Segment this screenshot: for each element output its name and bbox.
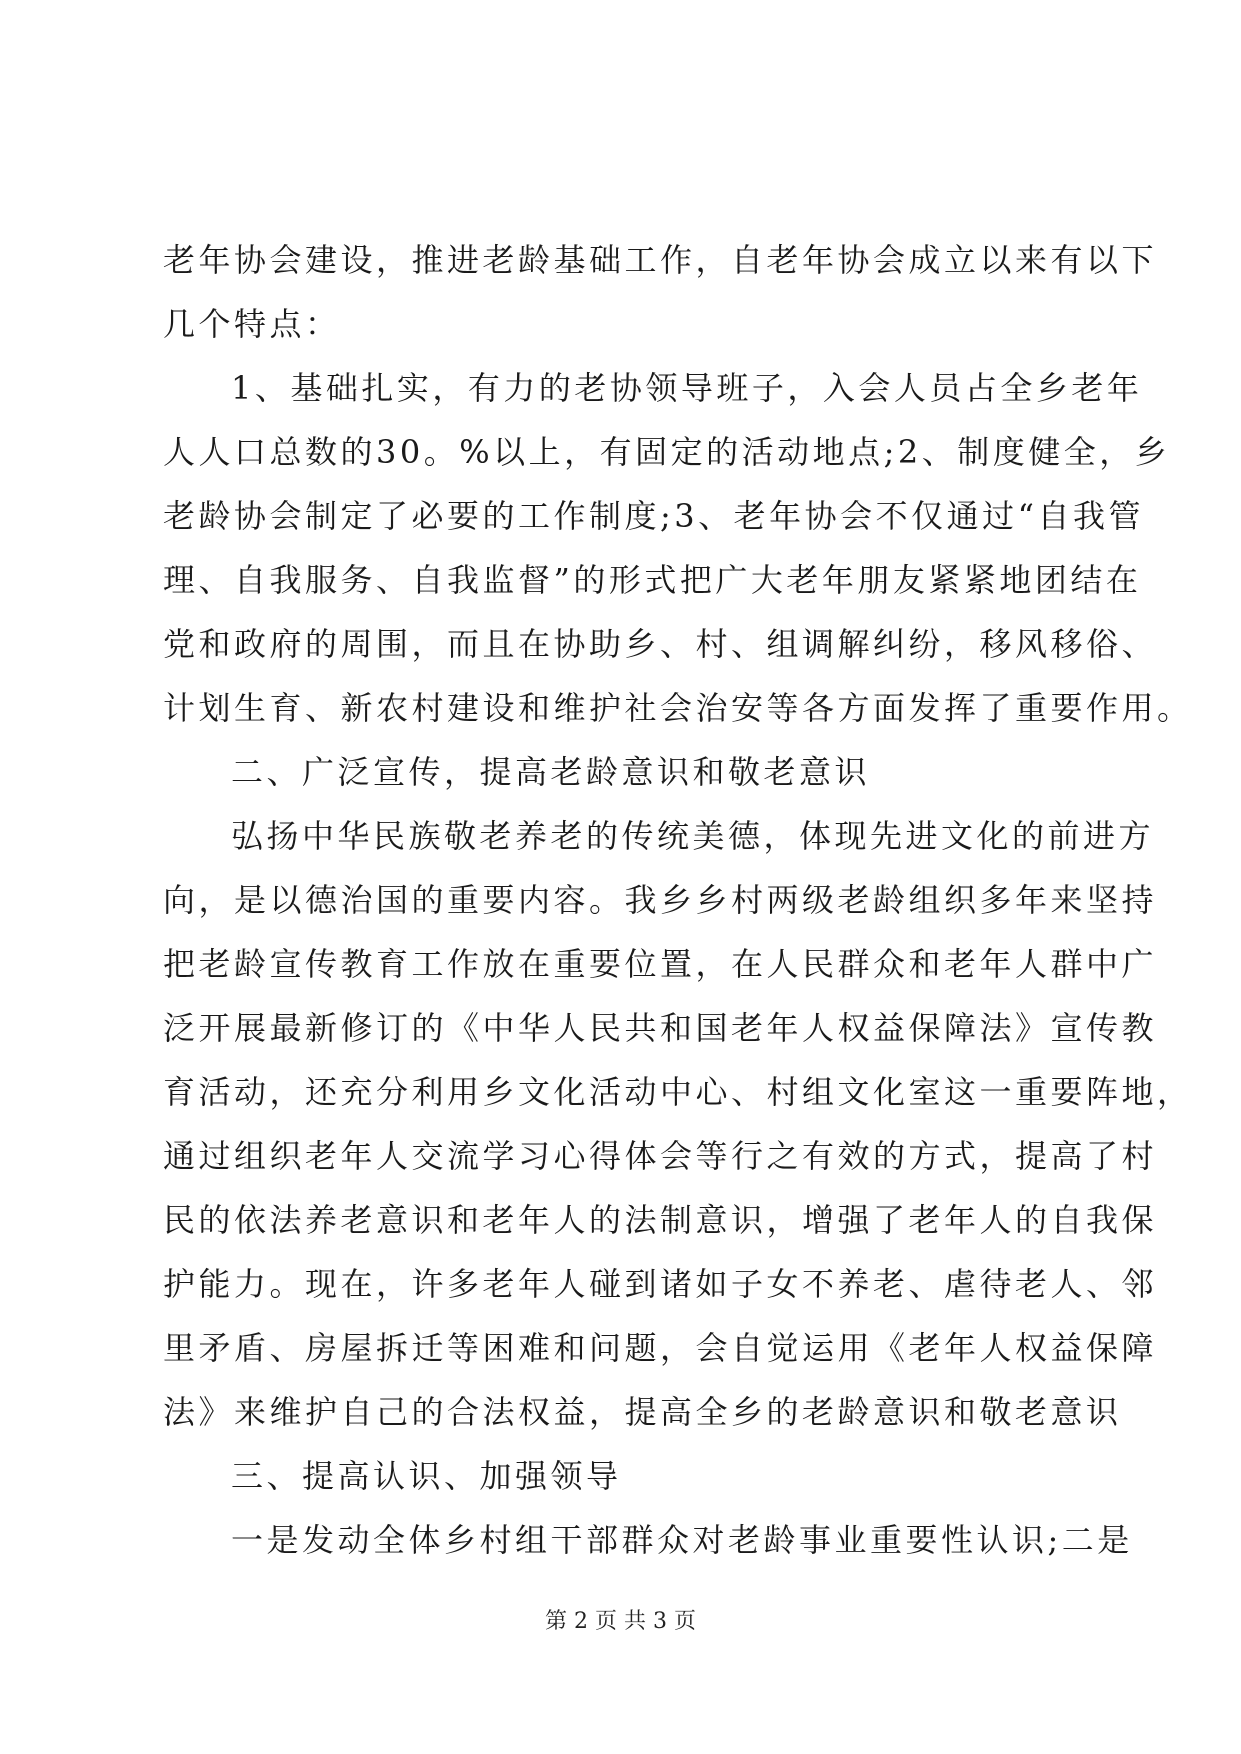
text-line: 1、基础扎实，有力的老协领导班子，入会人员占全乡老年 (231, 369, 1143, 407)
text-line: 一是发动全体乡村组干部群众对老龄事业重要性认识;二是 (231, 1521, 1133, 1559)
text-line: 几个特点： (163, 305, 341, 343)
text-line: 里矛盾、房屋拆迁等困难和问题，会自觉运用《老年人权益保障 (163, 1329, 1158, 1367)
text-line: 把老龄宣传教育工作放在重要位置，在人民群众和老年人群中广 (163, 945, 1158, 983)
text-line: 老龄协会制定了必要的工作制度;3、老年协会不仅通过“自我管 (163, 497, 1145, 535)
text-line: 育活动，还充分利用乡文化活动中心、村组文化室这一重要阵地， (163, 1073, 1193, 1111)
text-line: 理、自我服务、自我监督”的形式把广大老年朋友紧紧地团结在 (163, 561, 1142, 599)
text-line: 民的依法养老意识和老年人的法制意识，增强了老年人的自我保 (163, 1201, 1158, 1239)
text-line: 泛开展最新修订的《中华人民共和国老年人权益保障法》宣传教 (163, 1009, 1158, 1047)
text-line: 弘扬中华民族敬老养老的传统美德，体现先进文化的前进方 (231, 817, 1155, 855)
text-line: 人人口总数的30。%以上，有固定的活动地点;2、制度健全，乡 (163, 433, 1171, 471)
text-line: 护能力。现在，许多老年人碰到诸如子女不养老、虐待老人、邻 (163, 1265, 1158, 1303)
document-body (163, 228, 1193, 1572)
text-line: 计划生育、新农村建设和维护社会治安等各方面发挥了重要作用。 (163, 689, 1193, 727)
text-line: 向，是以德治国的重要内容。我乡乡村两级老龄组织多年来坚持 (163, 881, 1158, 919)
section-heading: 三、提高认识、加强领导 (231, 1457, 622, 1495)
text-line: 法》来维护自己的合法权益，提高全乡的老龄意识和敬老意识 (163, 1393, 1122, 1431)
text-line: 老年协会建设，推进老龄基础工作，自老年协会成立以来有以下 (163, 241, 1158, 279)
text-line: 通过组织老年人交流学习心得体会等行之有效的方式，提高了村 (163, 1137, 1158, 1175)
page-number-footer: 第 2 页 共 3 页 (545, 1609, 696, 1634)
text-line: 党和政府的周围，而且在协助乡、村、组调解纠纷，移风移俗、 (163, 625, 1158, 663)
section-heading: 二、广泛宣传，提高老龄意识和敬老意识 (231, 753, 871, 791)
